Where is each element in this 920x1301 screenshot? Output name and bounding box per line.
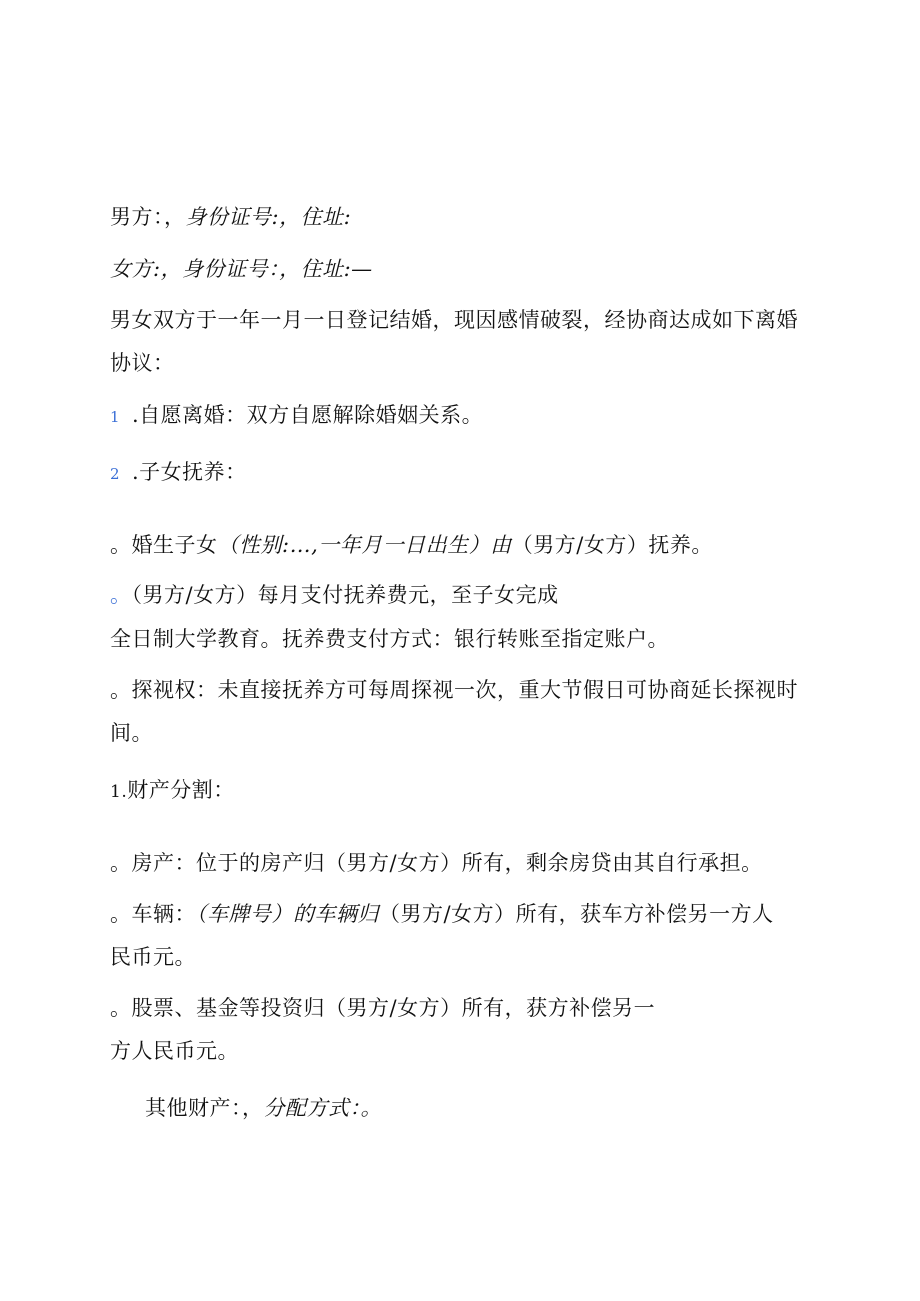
child-prefix: 。婚生子女: [110, 533, 218, 557]
stock-line-1: 。股票、基金等投资归（男方/女方）所有，获方补偿另一: [110, 996, 656, 1020]
visitation-line-2: 间。: [110, 721, 153, 745]
car-suffix: （男方/女方）所有，获车方补偿另一方人: [379, 902, 774, 926]
house-line: 。房产：位于的房产归（男方/女方）所有，剩余房贷由其自行承担。: [110, 851, 763, 875]
car-line: [110, 900, 774, 928]
male-label: 男方：，: [110, 205, 186, 229]
clause-number: 2: [110, 465, 121, 483]
child-support-line: [110, 581, 559, 609]
stock-line-2: 方人民币元。: [110, 1039, 239, 1063]
other-detail: 分配方式：。: [263, 1096, 382, 1120]
car-detail: （车牌号）的车辆归: [196, 902, 379, 926]
visitation-line-1: 。探视权：未直接抚养方可每周探视一次，重大节假日可协商延长探视时: [110, 678, 798, 702]
bullet-icon: 。: [110, 583, 132, 607]
other-property-line: [145, 1094, 382, 1122]
male-party-line: [110, 203, 351, 231]
child-detail: （性别:…,一年月一日出生）由: [217, 533, 512, 557]
car-line-cont: 民币元。: [110, 945, 196, 969]
car-prefix: 。车辆：: [110, 902, 196, 926]
female-party-line: 女方:，身份证号：，住址:—: [110, 257, 373, 281]
heading-text: 财产分割：: [127, 778, 235, 802]
clause-child-custody: [110, 458, 247, 488]
clause-number: 1: [110, 408, 121, 426]
child-suffix: （男方/女方）抚养。: [511, 533, 713, 557]
child-custody-line: [110, 531, 713, 559]
clause-voluntary-divorce: [110, 401, 483, 431]
male-detail: 身份证号:，住址:: [185, 205, 352, 229]
property-heading: [110, 776, 235, 806]
child-support-text: （男方/女方）每月支付抚养费元，至子女完成: [131, 583, 559, 607]
intro-line-2: 协议：: [110, 351, 175, 375]
other-prefix: 其他财产：，: [145, 1096, 264, 1120]
child-support-cont: 全日制大学教育。抚养费支付方式：银行转账至指定账户。: [110, 627, 669, 651]
clause-text: .自愿离婚：双方自愿解除婚姻关系。: [132, 403, 484, 427]
heading-number: 1.: [110, 782, 128, 802]
intro-line-1: 男女双方于一年一月一日登记结婚，现因感情破裂，经协商达成如下离婚: [110, 308, 798, 332]
clause-text: .子女抚养：: [132, 460, 247, 484]
